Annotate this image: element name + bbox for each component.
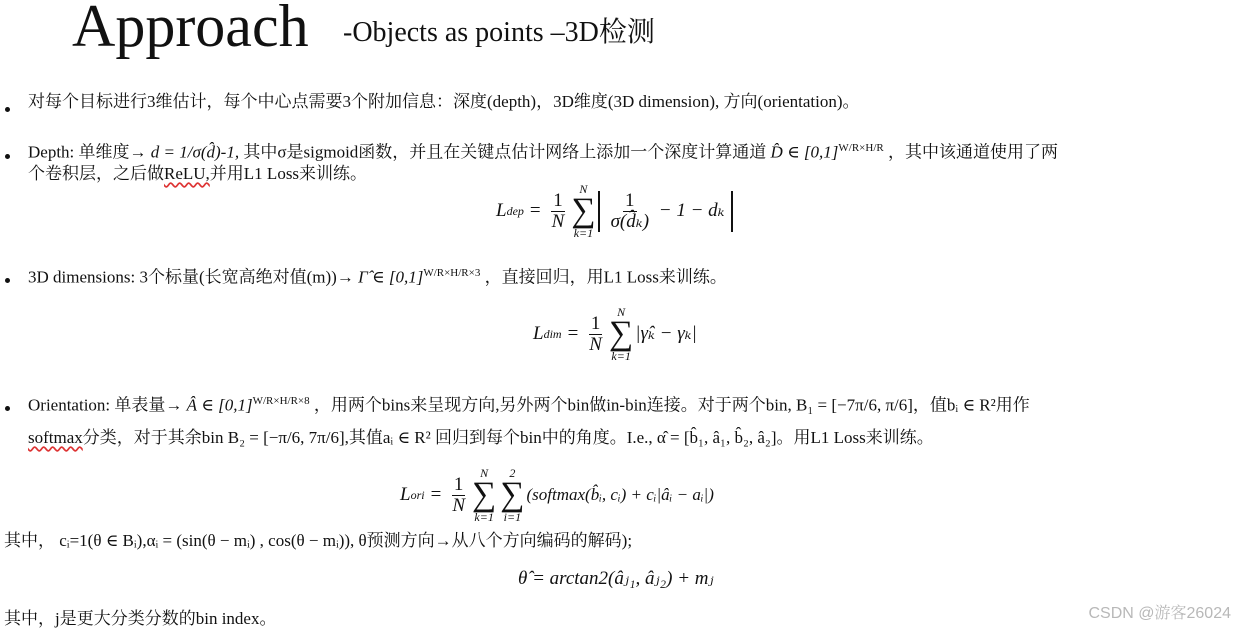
depth-formula: d = 1/σ(d̂)-1,: [150, 142, 240, 162]
eq-ori-lhs: L: [400, 484, 411, 505]
eq-ori-sum-k: N ∑ k=1: [472, 466, 497, 524]
depth-description: 其中σ是sigmoid函数，并且在关键点估计网络上添加一个深度计算通道: [243, 142, 767, 162]
dimension-tail: ，直接回归，用L1 Loss来训练。: [484, 267, 727, 287]
equation-dimension-loss: L dim = $\frac{1}{N}$ N ∑ k=1 |γ̂ₖ − γₖ|: [533, 305, 697, 363]
equation-depth-loss: L dep = $\frac{1}{N}$ N ∑ k=1 $\frac{1}{\text{σ(d̂ₖ)}}$ − 1 − dₖ: [496, 182, 733, 240]
equation-orientation-loss: L ori = $\frac{1}{N}$ N ∑ k=1 2 ∑ i=1 (softmax(b̂ᵢ, cᵢ) + cᵢ|âᵢ − aᵢ|): [400, 466, 714, 524]
where-line-1: 其中， cᵢ=1(θ ∈ Bᵢ),αᵢ = (sin(θ − mᵢ) , cos(θ − mᵢ)), θ预测方向→从八个方向编码的解码);: [4, 531, 633, 550]
bullet-dot: [5, 398, 10, 416]
equation-theta: θ̂ = arctan2(âⱼ₁, âⱼ₂) + mⱼ: [518, 568, 714, 589]
depth-description-tail: ，其中该通道使用了两: [887, 142, 1058, 162]
bullet-dot: [5, 146, 10, 164]
softmax-term: softmax: [28, 428, 83, 447]
orientation-label: Orientation: 单表量→: [28, 395, 183, 415]
orientation-line-1: [28, 390, 1030, 417]
depth-set: D̂ ∈ [0,1]: [770, 142, 839, 162]
eq-dep-lhs: L: [496, 200, 507, 221]
eq-dep-rest: − 1 − dₖ: [658, 199, 725, 221]
orientation-set: Â ∈ [0,1]: [186, 395, 253, 415]
depth-line2-text: 个卷积层，之后做: [28, 164, 164, 183]
bullet-overview: 对每个目标进行3维估计，每个中心点需要3个附加信息：深度(depth)，3D维度(3D dimension), 方向(orientation)。: [28, 92, 860, 111]
eq-dim-lhs: L: [533, 323, 544, 344]
eq-ori-frac: $\frac{1}{N}$: [452, 473, 465, 516]
bullet-dot: [5, 99, 10, 117]
depth-set-exponent: W/R×H/R: [838, 142, 884, 154]
eq-dep-sum: N ∑ k=1: [571, 182, 596, 240]
slide-title: Approach: [72, 0, 309, 59]
eq-dep-frac: $\frac{1}{N}$: [551, 189, 565, 232]
orientation-description: ，用两个bins来呈现方向,另外两个bin做in-bin连接。对于两个bin, B₁ = [−7π/6, π/6]，值bᵢ ∈ R²用作: [313, 395, 1030, 415]
depth-line-1: [28, 137, 1058, 164]
eq-dep-inner-frac: $\frac{1}{\text{σ(d̂ₖ)}}$: [610, 189, 650, 232]
dimension-line: [28, 262, 727, 289]
depth-label: Depth: 单维度→: [28, 142, 147, 162]
eq-dim-sum: N ∑ k=1: [608, 305, 634, 363]
orientation-line2-text: 分类，对于其余bin B₂ = [−π/6, 7π/6],其值aᵢ ∈ R² 回归到每个bin中的角度。I.e., α̂ = [b̂₁, â₁, b̂₂, â₂]。用L1 Loss来训练。: [82, 428, 934, 447]
orientation-line-2: [28, 427, 934, 449]
eq-dim-body: |γ̂ₖ − γₖ|: [635, 323, 697, 344]
orientation-set-exponent: W/R×H/R×8: [252, 395, 310, 407]
eq-ori-sum-i: 2 ∑ i=1: [500, 466, 525, 524]
depth-line-2: [28, 163, 367, 185]
eq-ori-body: (softmax(b̂ᵢ, cᵢ) + cᵢ|âᵢ − aᵢ|): [526, 485, 714, 504]
watermark: CSDN @游客26024: [1088, 605, 1231, 622]
eq-dim-frac: $\frac{1}{N}$: [589, 312, 602, 355]
depth-line2-tail: 并用L1 Loss来训练。: [209, 164, 368, 183]
where-line-2: 其中，j是更大分类分数的bin index。: [4, 609, 277, 628]
dimension-set: Γ̂ ∈ [0,1]: [358, 267, 424, 287]
dimension-set-exponent: W/R×H/R×3: [423, 267, 481, 279]
bullet-dot: [5, 270, 10, 288]
slide-subtitle: -Objects as points –3D检测: [343, 17, 655, 48]
eq-dim-lhs-sub: dim: [543, 327, 562, 341]
relu-term: ReLU,: [164, 164, 210, 183]
eq-ori-lhs-sub: ori: [410, 488, 425, 502]
eq-dep-abs: [598, 191, 733, 232]
dimension-label: 3D dimensions: 3个标量(长宽高绝对值(m))→: [28, 267, 354, 287]
eq-dep-lhs-sub: dep: [506, 204, 524, 218]
